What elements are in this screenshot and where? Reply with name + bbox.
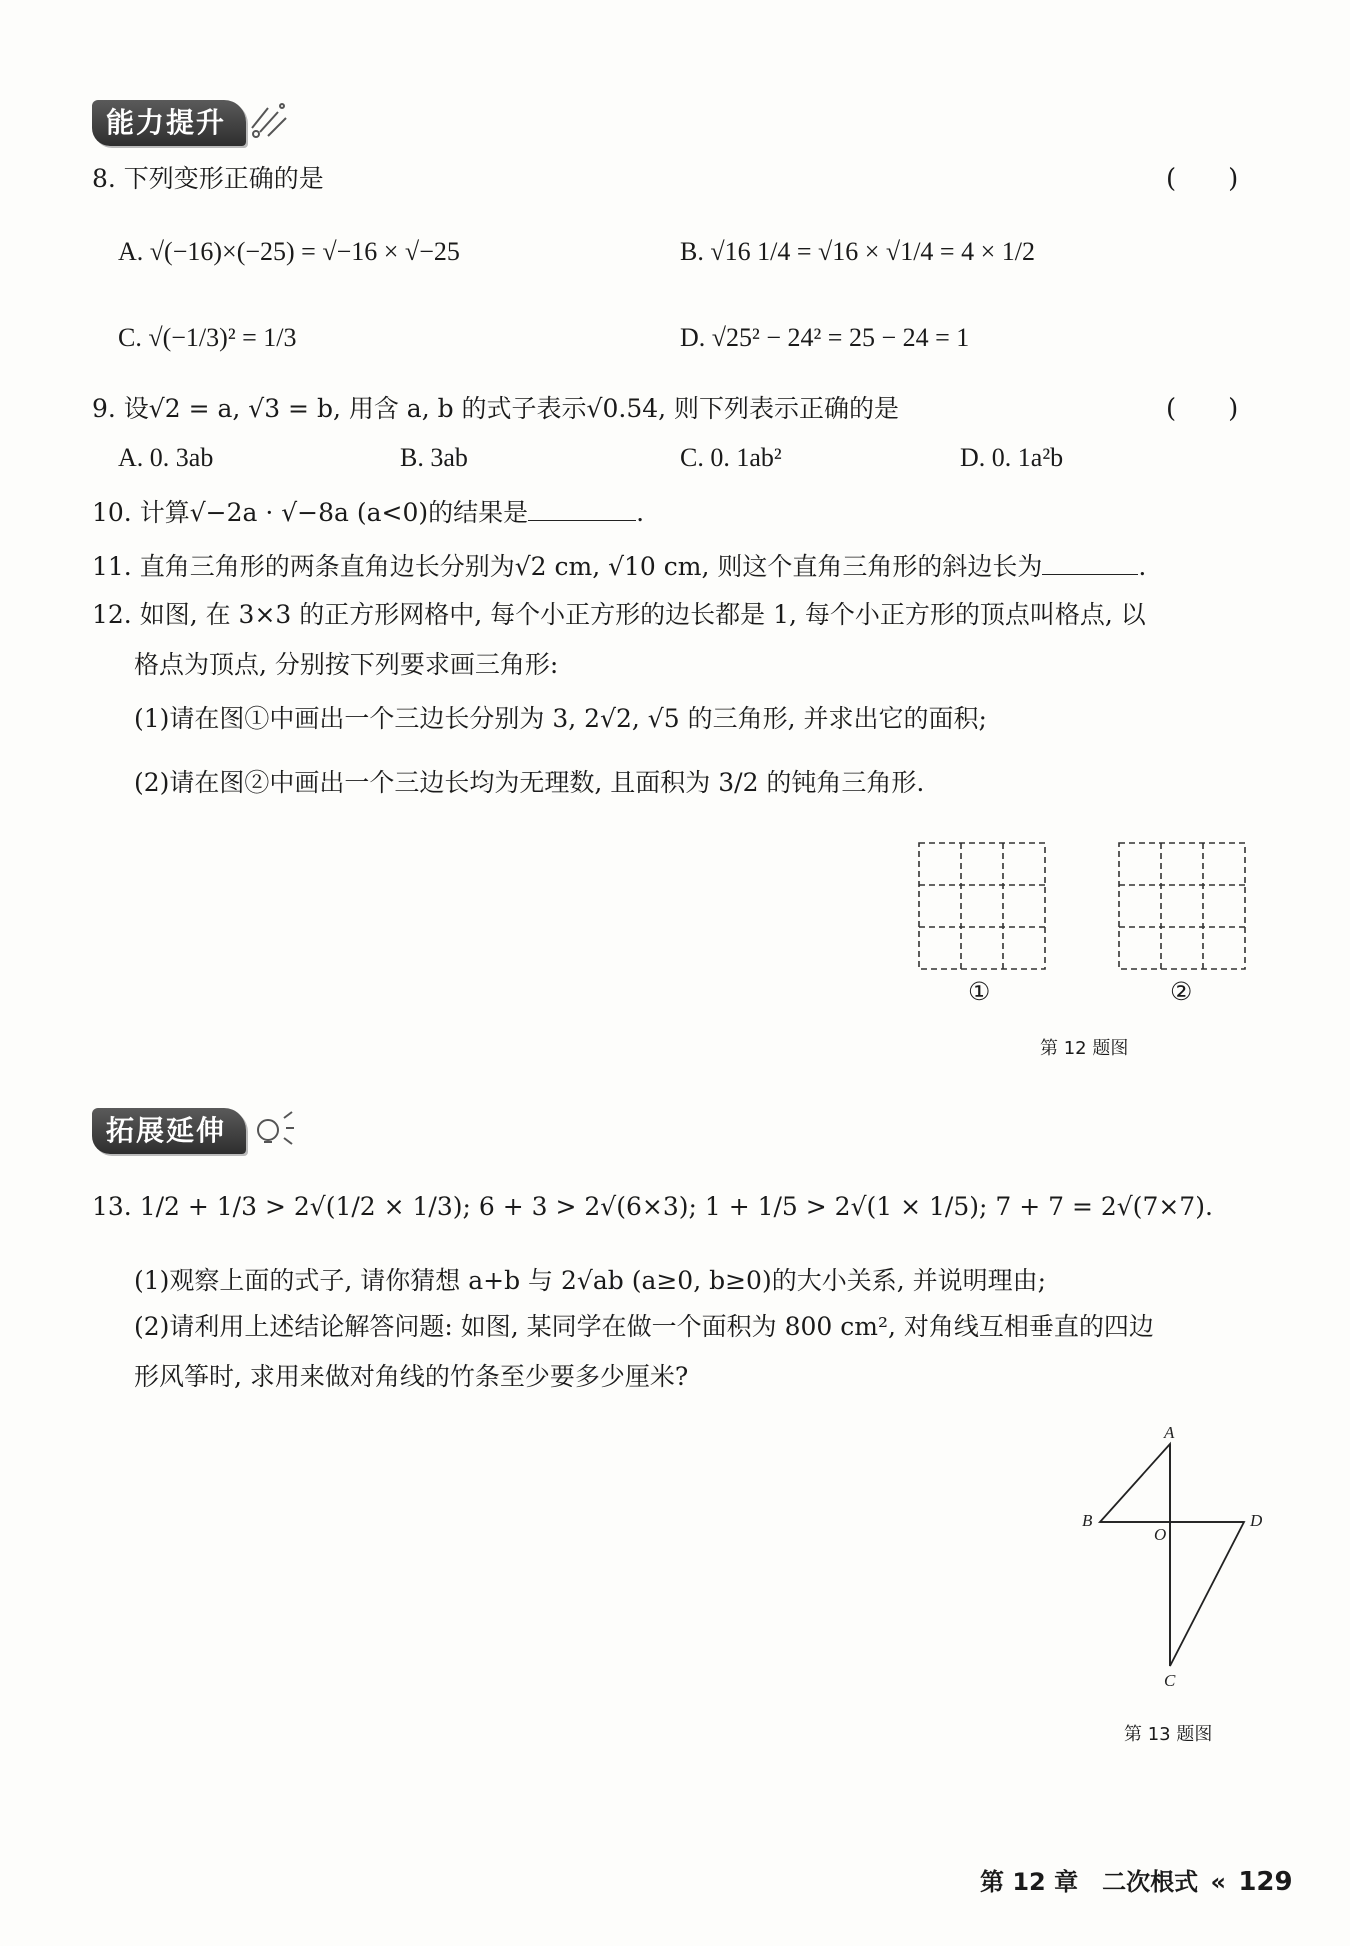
q13-figure-caption: 第 13 题图 <box>1124 1724 1213 1745</box>
kite-label-d: D <box>1250 1511 1263 1530</box>
q12-line1: 12. 如图, 在 3×3 的正方形网格中, 每个小正方形的边长都是 1, 每个小正方形的顶点叫格点, 以 <box>92 600 1146 629</box>
q8-option-d: D. √25² − 24² = 25 − 24 = 1 <box>680 323 970 352</box>
q8-option-a: A. √(−16)×(−25) = √−16 × √−25 <box>118 237 460 266</box>
q10 <box>92 494 644 530</box>
page-number: 129 <box>1238 1867 1293 1897</box>
footer-arrows-icon: « <box>1210 1868 1226 1896</box>
q13-expressions: 13. 1/2 + 1/3 > 2√(1/2 × 1/3); 6 + 3 > 2√(6×3); 1 + 1/5 > 2√(1 × 1/5); 7 + 7 = 2√(7×7). <box>92 1192 1213 1221</box>
q13-part1: (1)观察上面的式子, 请你猜想 a+b 与 2√ab (a≥0, b≥0)的大小关系, 并说明理由; <box>134 1266 1047 1295</box>
q13-part2-line1: (2)请利用上述结论解答问题: 如图, 某同学在做一个面积为 800 cm², 对角线互相垂直的四边 <box>134 1312 1154 1341</box>
kite-label-b: B <box>1082 1511 1093 1530</box>
footer <box>980 1862 1293 1897</box>
q8-option-b: B. √16 1/4 = √16 × √1/4 = 4 × 1/2 <box>680 237 1035 266</box>
q13-part2-line2: 形风筝时, 求用来做对角线的竹条至少要多少厘米? <box>134 1362 689 1391</box>
q10-end: . <box>636 498 645 527</box>
q12-figure-caption: 第 12 题图 <box>1040 1038 1129 1059</box>
kite-figure <box>1080 1416 1280 1696</box>
grid-figure-1-label: ① <box>968 977 991 1006</box>
q9-answer-paren[interactable]: ( ) <box>1166 394 1239 424</box>
q9-stem: 9. 设√2 = a, √3 = b, 用含 a, b 的式子表示√0.54, 则下列表示正确的是 <box>92 394 900 423</box>
q10-answer-blank[interactable] <box>528 494 636 521</box>
sparkle-icon <box>246 98 296 142</box>
q12-part1: (1)请在图①中画出一个三边长分别为 3, 2√2, √5 的三角形, 并求出它的面积; <box>134 704 987 733</box>
section-badge-extension <box>92 1108 246 1154</box>
section-badge-ability <box>92 100 246 146</box>
q11 <box>92 548 1146 584</box>
lightbulb-icon <box>250 1108 296 1154</box>
q11-end: . <box>1138 552 1147 581</box>
q11-text: 11. 直角三角形的两条直角边长分别为√2 cm, √10 cm, 则这个直角三角形的斜边长为 <box>92 552 1043 581</box>
section-title-ability: 能力提升 <box>106 106 227 139</box>
grid-figure-2-label: ② <box>1170 977 1193 1006</box>
q9-option-b: B. 3ab <box>400 443 468 472</box>
kite-outline <box>1100 1444 1244 1666</box>
q12-line2: 格点为顶点, 分别按下列要求画三角形: <box>134 650 559 679</box>
grid-figure-2[interactable] <box>1116 840 1248 972</box>
footer-chapter: 第 12 章 二次根式 <box>980 1868 1199 1896</box>
q11-answer-blank[interactable] <box>1042 548 1138 575</box>
kite-label-a: A <box>1164 1423 1175 1442</box>
q9-option-a: A. 0. 3ab <box>118 443 214 472</box>
q12-part2: (2)请在图②中画出一个三边长均为无理数, 且面积为 3/2 的钝角三角形. <box>134 768 925 797</box>
q8-option-c: C. √(−1/3)² = 1/3 <box>118 323 297 352</box>
q8-answer-paren[interactable]: ( ) <box>1166 164 1239 194</box>
q10-text: 10. 计算√−2a · √−8a (a<0)的结果是 <box>92 498 529 527</box>
q8-stem: 8. 下列变形正确的是 <box>92 164 324 193</box>
q9-option-d: D. 0. 1a²b <box>960 443 1064 472</box>
grid-figure-1[interactable] <box>916 840 1048 972</box>
kite-label-c: C <box>1164 1671 1176 1690</box>
section-title-extension: 拓展延伸 <box>106 1114 227 1147</box>
q9-option-c: C. 0. 1ab² <box>680 443 782 472</box>
kite-label-o: O <box>1154 1525 1167 1544</box>
